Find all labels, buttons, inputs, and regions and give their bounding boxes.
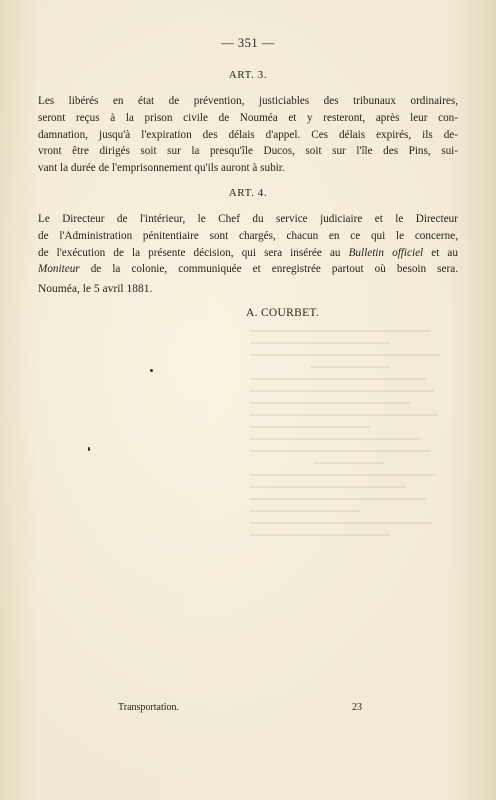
article-3-line: vant la durée de l'emprisonnement qu'ils auront à subir. [38,162,285,175]
article-4-line: de l'Administration pénitentiaire sont chargés, chacun en ce qui le concerne, [38,229,458,242]
article-3-line: Les libérés en état de prévention, justiciables des tribunaux ordinaires, [38,95,458,107]
article-3-line: seront reçus à la prison civile de Nouméa et y resteront, après leur con- [38,111,458,124]
article-4-text [38,211,458,278]
article-4-line: Le Directeur de l'intérieur, le Chef du service judiciaire et le Directeur [38,213,458,225]
article-3-text [38,93,458,177]
article-4-line: de l'exécution de la présente décision, qui sera insérée au Bulletin officiel et au [38,246,458,259]
ink-speck [150,369,153,372]
article-4-line: Moniteur de la colonie, communiquée et enregistrée partout où besoin sera. [38,263,458,276]
article-3-line: damnation, jusqu'à l'expiration des délais d'appel. Ces délais expirés, ils de- [38,128,458,141]
footer-section-label: Transportation. [118,702,180,713]
article-4-heading: ART. 4. [228,187,268,199]
ink-speck [88,447,90,451]
footer-signature-mark: 23 [352,702,362,713]
bleed-through-text [250,330,450,660]
dateline: Nouméa, le 5 avril 1881. [38,283,153,295]
article-3-heading: ART. 3. [228,69,268,81]
page-number: — 351 — [221,36,275,50]
signature: A. COURBET. [246,307,320,319]
article-3-line: vront être dirigés soit sur la presqu'île Ducos, soit sur l'île des Pins, sui- [38,145,458,158]
